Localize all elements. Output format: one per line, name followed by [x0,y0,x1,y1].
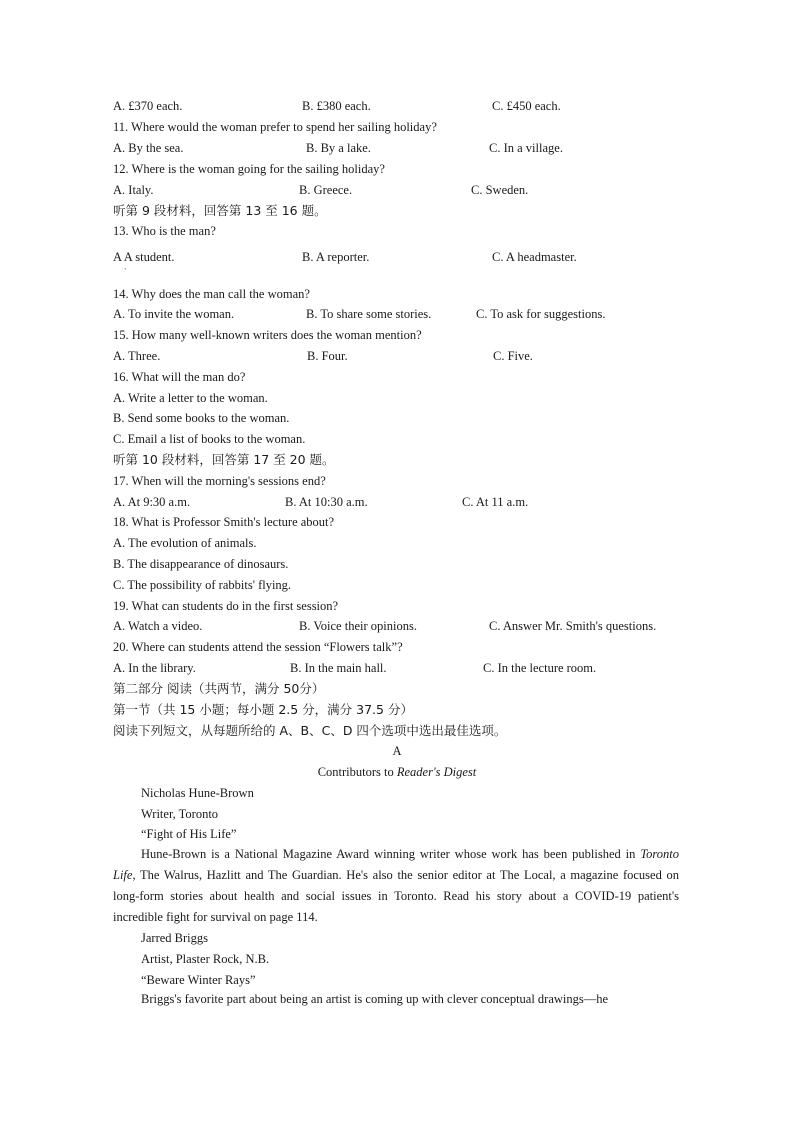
contributor-2-name: Jarred Briggs [141,931,208,945]
q18-option-a: A. The evolution of animals. [113,536,257,550]
contributor-1-story: “Fight of His Life” [141,827,237,841]
q11-option-c: C. In a village. [489,141,563,155]
q15-option-a: A. Three. [113,349,161,363]
contributor-2-story: “Beware Winter Rays” [141,973,256,987]
q12-option-c: C. Sweden. [471,183,529,197]
q14-option-b: B. To share some stories. [306,307,432,321]
q18-option-c: C. The possibility of rabbits' flying. [113,578,292,592]
q20-question: 20. Where can students attend the session “Flowers talk”? [113,640,403,654]
q18-question: 18. What is Professor Smith's lecture about? [113,515,335,529]
contributor-2-bio-text: Briggs's favorite part about being an artist is coming up with clever conceptual drawings—he [141,992,609,1006]
q20-option-b: B. In the main hall. [290,661,387,675]
contributor-1-bio-part2: , The Walrus, Hazlitt and The Guardian. He's also the senior editor at The Local, a magazine focused on long-form stories about health and social issues in Toronto. Read his story about a COVID-19 patient's incredible fight for survival on page 114. [113,868,679,924]
contributor-1-name: Nicholas Hune-Brown [141,786,254,800]
q17-question: 17. When will the morning's sessions end? [113,474,326,488]
q11-question: 11. Where would the woman prefer to spend her sailing holiday? [113,120,437,134]
passage-title [0,764,794,780]
q14-question: 14. Why does the man call the woman? [113,287,310,301]
contributor-2-bio [113,989,679,1010]
q14-option-a: A. To invite the woman. [113,307,235,321]
q19-option-a: A. Watch a video. [113,619,203,633]
passage-title-prefix: Contributors to [317,765,397,779]
q11-option-a: A. By the sea. [113,141,184,155]
q16-option-b: B. Send some books to the woman. [113,411,290,425]
reading-instructions: 阅读下列短文，从每题所给的 A、B、C、D 四个选项中选出最佳选项。 [113,723,507,738]
q17-option-b: B. At 10:30 a.m. [285,495,368,509]
q15-option-b: B. Four. [307,349,348,363]
part-2-heading: 第二部分 阅读（共两节，满分 50分） [113,681,325,696]
q13-question: 13. Who is the man? [113,224,216,238]
contributor-1-bio-part1: Hune-Brown is a National Magazine Award winning writer whose work has been published in [141,847,641,861]
passage-letter: A [392,744,402,758]
q18-option-b: B. The disappearance of dinosaurs. [113,557,289,571]
contributor-1-bio [113,844,679,928]
contributor-1-bio-italic: Toronto Life [113,847,679,882]
q10-option-a: A. £370 each. [113,99,183,113]
q12-option-b: B. Greece. [299,183,353,197]
contributor-1-role: Writer, Toronto [141,807,219,821]
q17-option-a: A. At 9:30 a.m. [113,495,191,509]
q14-option-c: C. To ask for suggestions. [476,307,606,321]
q12-option-a: A. Italy. [113,183,154,197]
q10-option-c: C. £450 each. [492,99,561,113]
passage-title-italic: Reader's Digest [396,765,477,779]
contributor-2-role: Artist, Plaster Rock, N.B. [141,952,270,966]
q19-option-c: C. Answer Mr. Smith's questions. [489,619,657,633]
q15-question: 15. How many well-known writers does the woman mention? [113,328,422,342]
q16-option-a: A. Write a letter to the woman. [113,391,268,405]
q19-question: 19. What can students do in the first session? [113,599,339,613]
section-9-heading: 听第 9 段材料，回答第 13 至 16 题。 [113,203,327,218]
q11-option-b: B. By a lake. [306,141,371,155]
q17-option-c: C. At 11 a.m. [462,495,529,509]
q15-option-c: C. Five. [493,349,533,363]
q20-option-a: A. In the library. [113,661,196,675]
q19-option-b: B. Voice their opinions. [299,619,417,633]
q13-option-b: B. A reporter. [302,250,370,264]
q16-option-c: C. Email a list of books to the woman. [113,432,306,446]
stray-mark: ˋ [124,267,127,276]
q16-question: 16. What will the man do? [113,370,246,384]
q13-option-c: C. A headmaster. [492,250,577,264]
q20-option-c: C. In the lecture room. [483,661,597,675]
section-1-heading: 第一节（共 15 小题；每小题 2.5 分，满分 37.5 分） [113,702,413,717]
q12-question: 12. Where is the woman going for the sailing holiday? [113,162,385,176]
q13-option-a: A A student. [113,250,175,264]
q10-option-b: B. £380 each. [302,99,371,113]
section-10-heading: 听第 10 段材料，回答第 17 至 20 题。 [113,452,335,467]
